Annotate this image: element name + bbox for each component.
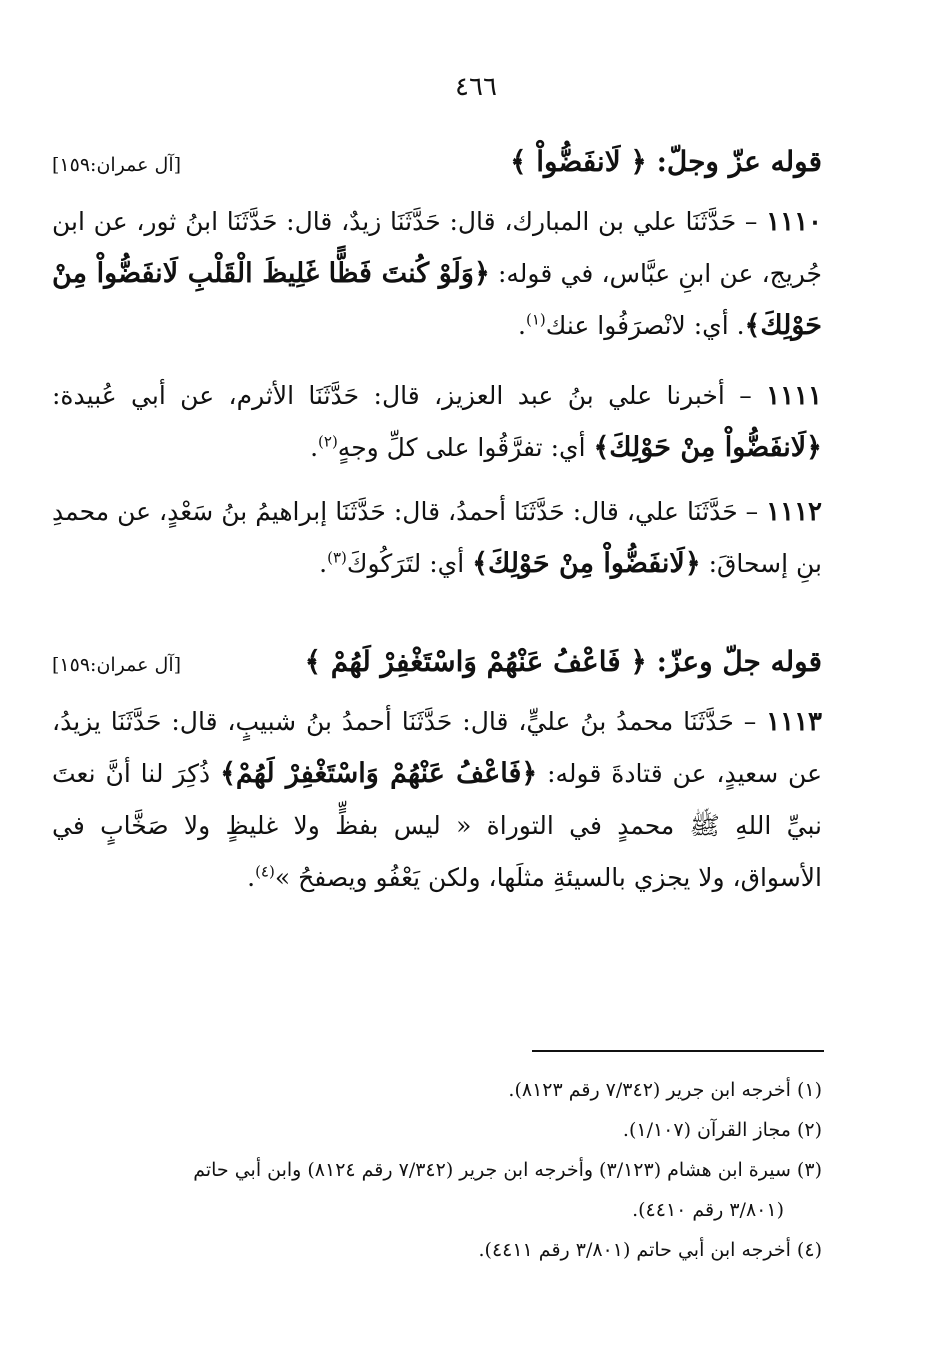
section-heading-2-reference: [آل عمران:١٥٩] — [52, 654, 182, 676]
footnote-separator — [532, 1050, 824, 1052]
hadith-number: ١١١٠ — [766, 207, 822, 237]
hadith-number: ١١١٢ — [766, 497, 822, 527]
footnote-3: (٣) سيرة ابن هشام (٣/١٢٣) وأخرجه ابن جرير (٧/٣٤٢ رقم ٨١٢٤) وابن أبي حاتم — [193, 1159, 822, 1181]
quran-quote: ﴿فَاعْفُ عَنْهُمْ وَاسْتَغْفِرْ لَهُمْ﴾ — [220, 758, 538, 789]
footnote-ref: (٢) — [318, 432, 338, 451]
hadith-text: – حَدَّثَنَا علي، قال: حَدَّثَنَا أحمدُ، قال: حَدَّثَنَا إبراهيمُ بنُ سَعْدٍ، عن محمدِ بنِ إسحاقَ: — [52, 497, 822, 578]
quran-quote: ﴿لَانفَضُّواْ مِنْ حَوْلِكَ﴾ — [472, 548, 701, 579]
footnote-ref: (١) — [526, 310, 546, 329]
hadith-text-end: . — [310, 433, 319, 462]
footnote-3-continued: (٣/٨٠١ رقم ٤٤١٠). — [632, 1199, 784, 1221]
hadith-text: – أخبرنا علي بنُ عبد العزيز، قال: حَدَّثَنَا الأثرم، عن أبي عُبيدة: — [52, 381, 767, 410]
hadith-1112 — [52, 486, 822, 590]
hadith-text: – حَدَّثَنَا علي بن المبارك، قال: حَدَّثَنَا زيدٌ، قال: حَدَّثَنَا ابنُ ثور، عن ابن جُريج، عن ابنِ عبَّاس، في قوله: — [52, 207, 822, 288]
hadith-1110 — [52, 196, 822, 352]
section-heading-1 — [52, 136, 822, 188]
hadith-number: ١١١١ — [766, 381, 822, 411]
footnote-4: (٤) أخرجه ابن أبي حاتم (٣/٨٠١ رقم ٤٤١١). — [478, 1239, 822, 1261]
hadith-text-end: . — [518, 311, 526, 340]
hadith-1111 — [52, 370, 822, 474]
hadith-number: ١١١٣ — [766, 707, 822, 737]
footnote-ref: (٤) — [255, 862, 275, 881]
hadith-text-end: . — [319, 549, 328, 578]
footnote-ref: (٣) — [327, 548, 347, 567]
hadith-text: أي: تفرَّقُوا على كلِّ وجهٍ — [337, 433, 594, 462]
hadith-text-end: . — [247, 863, 256, 892]
hadith-1113 — [52, 696, 822, 904]
hadith-text: ذُكِرَ لنا أنَّ نعتَ نبيِّ اللهِ ﷺ محمدٍ في التوراة « ليس بفظٍّ ولا غليظٍ ولا صَخَّابٍ في الأسواق، ولا يجزي بالسيئةِ مثلَها، ولكن يَعْفُو ويصفحُ » — [52, 759, 822, 892]
footnote-1: (١) أخرجه ابن جرير (٧/٣٤٢ رقم ٨١٢٣). — [508, 1079, 822, 1101]
hadith-text: أي: لتَرَكُوكَ — [346, 549, 473, 578]
footnotes — [52, 1070, 822, 1270]
section-heading-1-reference: [آل عمران:١٥٩] — [52, 154, 182, 176]
section-heading-2 — [52, 636, 822, 688]
quran-quote: ﴿وَلَوْ كُنتَ فَظًّا غَلِيظَ الْقَلْبِ لَانفَضُّواْ مِنْ حَوْلِكَ﴾ — [52, 258, 822, 341]
page-number: ٤٦٦ — [455, 72, 497, 102]
footnote-2: (٢) مجاز القرآن (١/١٠٧). — [622, 1119, 822, 1141]
section-heading-2-text: قوله جلّ وعزّ: ﴿ فَاعْفُ عَنْهُمْ وَاسْتَغْفِرْ لَهُمْ ﴾ — [304, 645, 822, 678]
quran-quote: ﴿لَانفَضُّواْ مِنْ حَوْلِكَ﴾ — [593, 432, 822, 463]
section-heading-1-text: قوله عزّ وجلّ: ﴿ لَانفَضُّواْ ﴾ — [510, 145, 822, 178]
hadith-text: . أي: لانْصرَفُوا عنك — [545, 311, 745, 340]
hadith-text: – حَدَّثَنَا محمدُ بنُ عليٍّ، قال: حَدَّثَنَا أحمدُ بنُ شبيبٍ، قال: حَدَّثَنَا يزيدُ، عن سعيدٍ، عن قتادةَ قوله: — [52, 707, 822, 788]
